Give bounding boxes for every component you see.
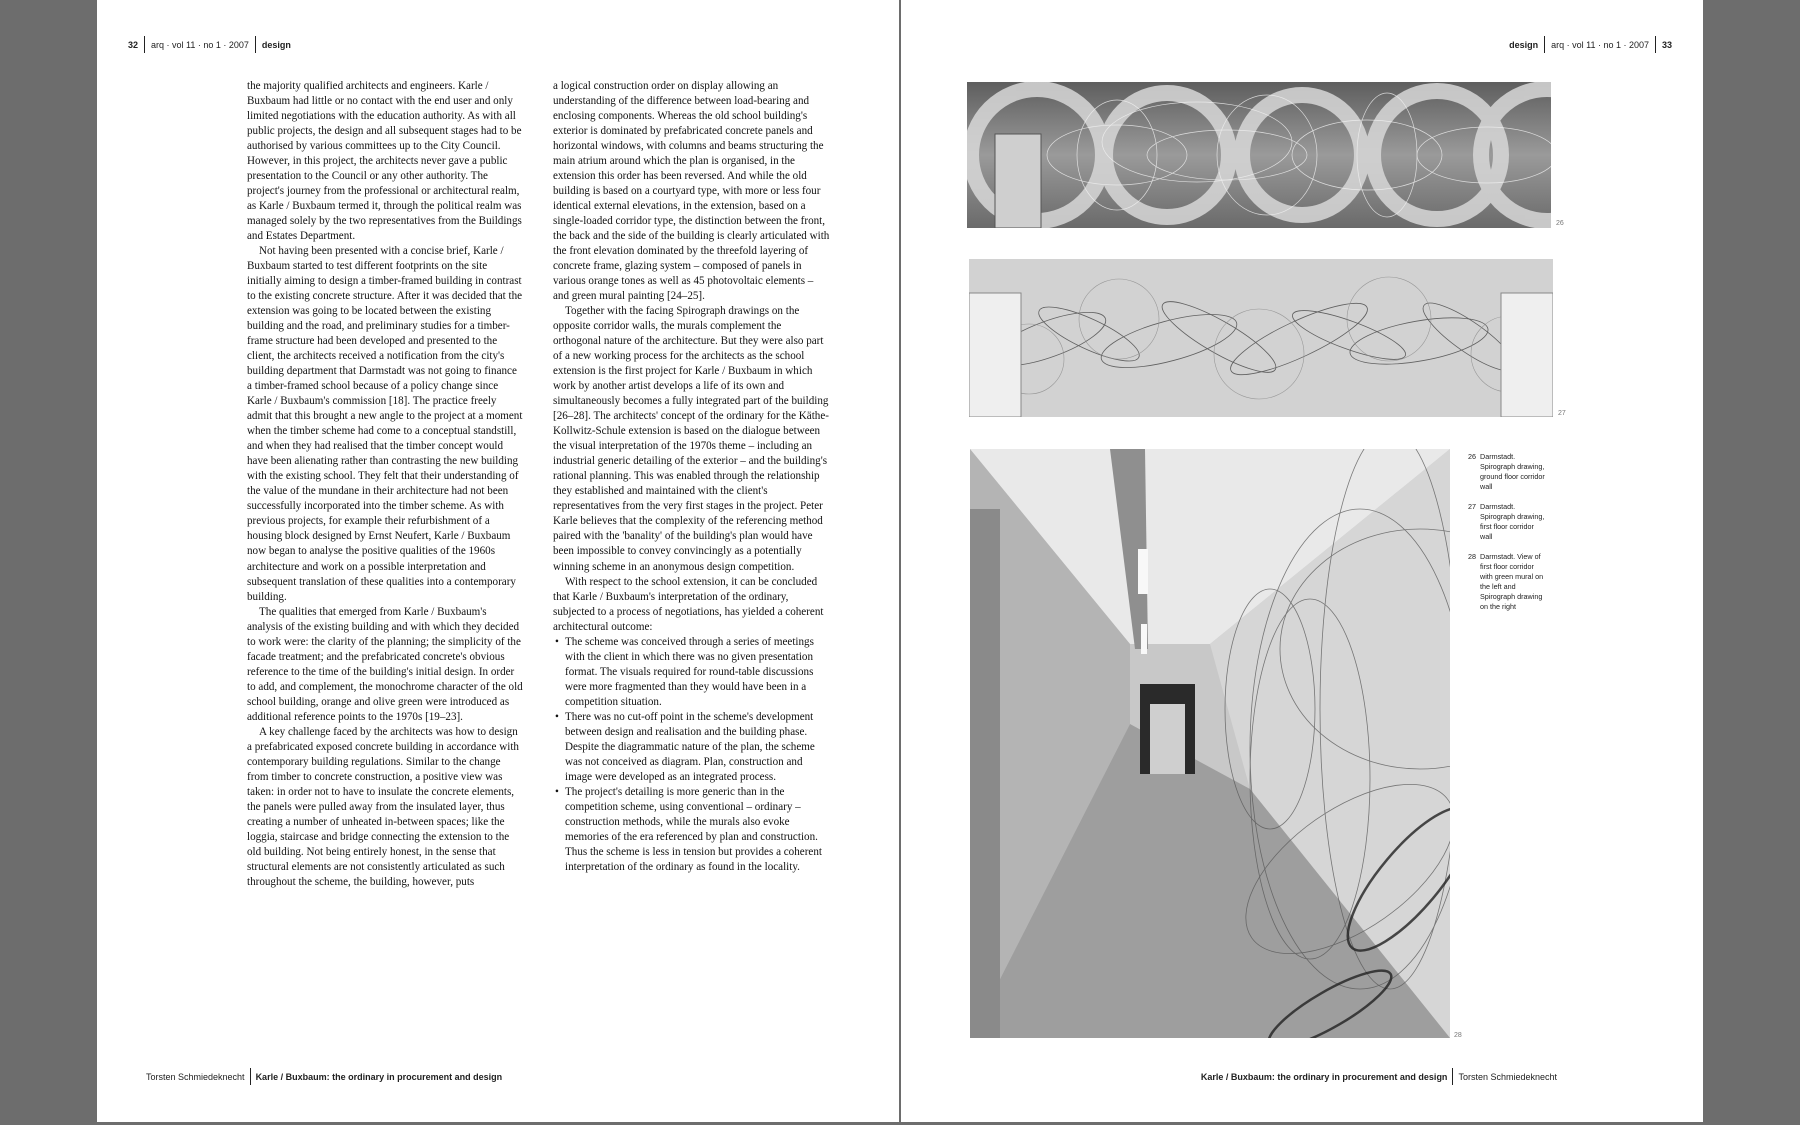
- figure-number-27: 27: [1558, 410, 1566, 417]
- figure-27-spirograph-photo: [969, 259, 1553, 417]
- header-divider: [1544, 36, 1545, 53]
- caption-text: Darmstadt. View of first floor corridor with green mural on the left and Spirograph drawing on the right: [1480, 552, 1544, 611]
- figure-number-28: 28: [1454, 1032, 1462, 1039]
- caption-text: Darmstadt. Spirograph drawing, ground floor corridor wall: [1480, 452, 1545, 491]
- footer-divider: [250, 1068, 251, 1085]
- footer-divider: [1452, 1068, 1453, 1085]
- right-page-number: 33: [1661, 39, 1672, 50]
- footer-article-title: Karle / Buxbaum: the ordinary in procurement and design: [1200, 1071, 1448, 1082]
- paragraph: a logical construction order on display allowing an understanding of the difference between load-bearing and enclosing components. Whereas the old school building's exterior is dominated by prefabricated concrete panels and horizontal windows, with columns and beams structuring the main atrium around which the plan is organised, in the extension this order has been reversed. And while the old building is based on a courtyard type, with more or less four identical external elevations, in the extension, based on a single-loaded corridor type, the distinction between the front, the back and the side of the building is clearly articulated with the front elevation dominated by the threefold layering of concrete frame, glazing system – composed of panels in various orange tones as well as 45 photovoltaic elements – and green mural painting [24–25].: [553, 80, 830, 303]
- header-divider: [255, 36, 256, 53]
- text-column-1: [247, 79, 524, 890]
- left-page-number: 32: [128, 39, 139, 50]
- left-page: [97, 0, 899, 1122]
- right-page: [901, 0, 1703, 1122]
- right-running-header: [1509, 36, 1672, 53]
- footer-article-title: Karle / Buxbaum: the ordinary in procurement and design: [255, 1071, 503, 1082]
- left-running-footer: [146, 1068, 502, 1085]
- figure-number-26: 26: [1556, 220, 1564, 227]
- paragraph: With respect to the school extension, it can be concluded that Karle / Buxbaum's interpretation of the ordinary, subjected to a process of negotiations, has yielded a coherent architectural outcome:: [553, 575, 824, 633]
- right-journal-info: arq · vol 11 · no 1 · 2007: [1551, 39, 1649, 50]
- left-journal-info: arq · vol 11 · no 1 · 2007: [151, 39, 249, 50]
- text-column-2: [553, 79, 832, 875]
- caption-26: [1468, 452, 1548, 492]
- caption-28: [1468, 552, 1548, 612]
- left-section-name: design: [261, 39, 291, 50]
- bullet-item: • There was no cut-off point in the scheme's development between design and realisation and the building phase. Despite the diagrammatic nature of the plan, the scheme was not conceived as diagram. Plan, construction and image were developed as an integrated process.: [553, 710, 832, 785]
- paragraph: the majority qualified architects and engineers. Karle / Buxbaum had little or no contact with the end user and only limited negotiations with the education authority. As with all public projects, the design and all subsequent stages had to be authorised by various committees up to the City Council. However, in this project, the architects never gave a public presentation to the Council or any other authority. The project's journey from the professional or architectural realm, as Karle / Buxbaum termed it, through the political realm was managed solely by the two representatives from the Buildings and Estates Department.: [247, 80, 522, 243]
- bullet-list: [553, 635, 832, 875]
- bullet-item: • The scheme was conceived through a series of meetings with the client in which there was no given presentation format. The visuals required for round-table discussions were more fragmented than they would have been in a competition situation.: [553, 635, 832, 710]
- figure-26-spirograph-photo: [967, 82, 1551, 228]
- caption-text: Darmstadt. Spirograph drawing, first floor corridor wall: [1480, 502, 1545, 541]
- caption-number: 26: [1468, 452, 1476, 461]
- corridor-view-image: [970, 449, 1450, 1038]
- caption-number: 27: [1468, 502, 1476, 511]
- left-running-header: [128, 36, 291, 53]
- header-divider: [144, 36, 145, 53]
- paragraph: Together with the facing Spirograph drawings on the opposite corridor walls, the murals complement the orthogonal nature of the architecture. But they were also part of a new working process for the architects as the school extension is the first project for Karle / Buxbaum in which work by another artist develops a life of its own and simultaneously becomes a fully integrated part of the building [26–28]. The architects' concept of the ordinary for the Käthe-Kollwitz-Schule extension is based on the dialogue between the visual interpretation of the 1970s theme – including an industrial generic detailing of the exterior – and the building's rational planning. This was enabled through the relationship they established and maintained with the client's representatives from the very first stages in the project. Peter Karle believes that the complexity of the referencing method paired with the 'banality' of the building's plan would have been impossible to convey convincingly as a potentially winning scheme in an anonymous design competition.: [553, 305, 829, 573]
- header-divider: [1655, 36, 1656, 53]
- figure-captions: [1468, 452, 1548, 622]
- right-running-footer: [1201, 1068, 1557, 1085]
- figure-28-corridor-photo: [970, 449, 1450, 1038]
- paragraph: The qualities that emerged from Karle / Buxbaum's analysis of the existing building and with which they decided to work were: the clarity of the planning; the simplicity of the facade treatment; and the prefabricated concrete's obvious reference to the time of the building's initial design. In order to add, and complement, the monochrome character of the old school building, orange and olive green were introduced as additional reference points to the 1970s [19–23].: [247, 605, 523, 723]
- spirograph-ground-floor-image: [967, 82, 1551, 228]
- caption-number: 28: [1468, 552, 1476, 561]
- right-section-name: design: [1509, 39, 1539, 50]
- footer-author: Torsten Schmiedeknecht: [146, 1071, 245, 1082]
- caption-27: [1468, 502, 1548, 542]
- paragraph: A key challenge faced by the architects was how to design a prefabricated exposed concrete building in accordance with contemporary building regulations. Similar to the change from timber to concrete construction, a positive view was taken: in order not to have to insulate the concrete elements, the panels were pulled away from the insulated layer, thus creating a number of unheated in-between spaces; like the loggia, staircase and bridge connecting the extension to the old building. Not being entirely honest, in the sense that structural elements are not consistently articulated as such throughout the scheme, the building, however, puts: [247, 725, 519, 888]
- spirograph-first-floor-image: [969, 259, 1553, 417]
- footer-author: Torsten Schmiedeknecht: [1458, 1071, 1557, 1082]
- bullet-item: • The project's detailing is more generic than in the competition scheme, using conventional – ordinary – construction methods, while the murals also evoke memories of the era referenced by plan and construction. Thus the scheme is less in tension but provides a coherent interpretation of the ordinary as found in the locality.: [553, 785, 832, 875]
- paragraph: Not having been presented with a concise brief, Karle / Buxbaum started to test different footprints on the site initially aiming to design a timber-framed building in contrast to the existing concrete structure. After it was decided that the extension was going to be located between the existing building and the road, and preliminary studies for a timber-frame structure had been developed and presented to the client, the architects received a notification from the city's building department that Darmstadt was not going to finance a timber-framed school because of a policy change since Karle / Buxbaum's commission [18]. The practice freely admit that this brought a new angle to the project at a moment when the timber scheme had come to a conceptual standstill, and when they had realised that the timber concept would have been alienating rather than contrasting the new building with the existing school. They felt that their understanding of the value of the mundane in their architecture had not been successfully incorporated into the timber scheme. As with previous projects, for example their refurbishment of a housing block designed by Ernst Neufert, Karle / Buxbaum now began to analyse the positive qualities of the 1960s architecture and work on a possible interpretation and subsequent translation of these qualities into a contemporary building.: [247, 245, 523, 603]
